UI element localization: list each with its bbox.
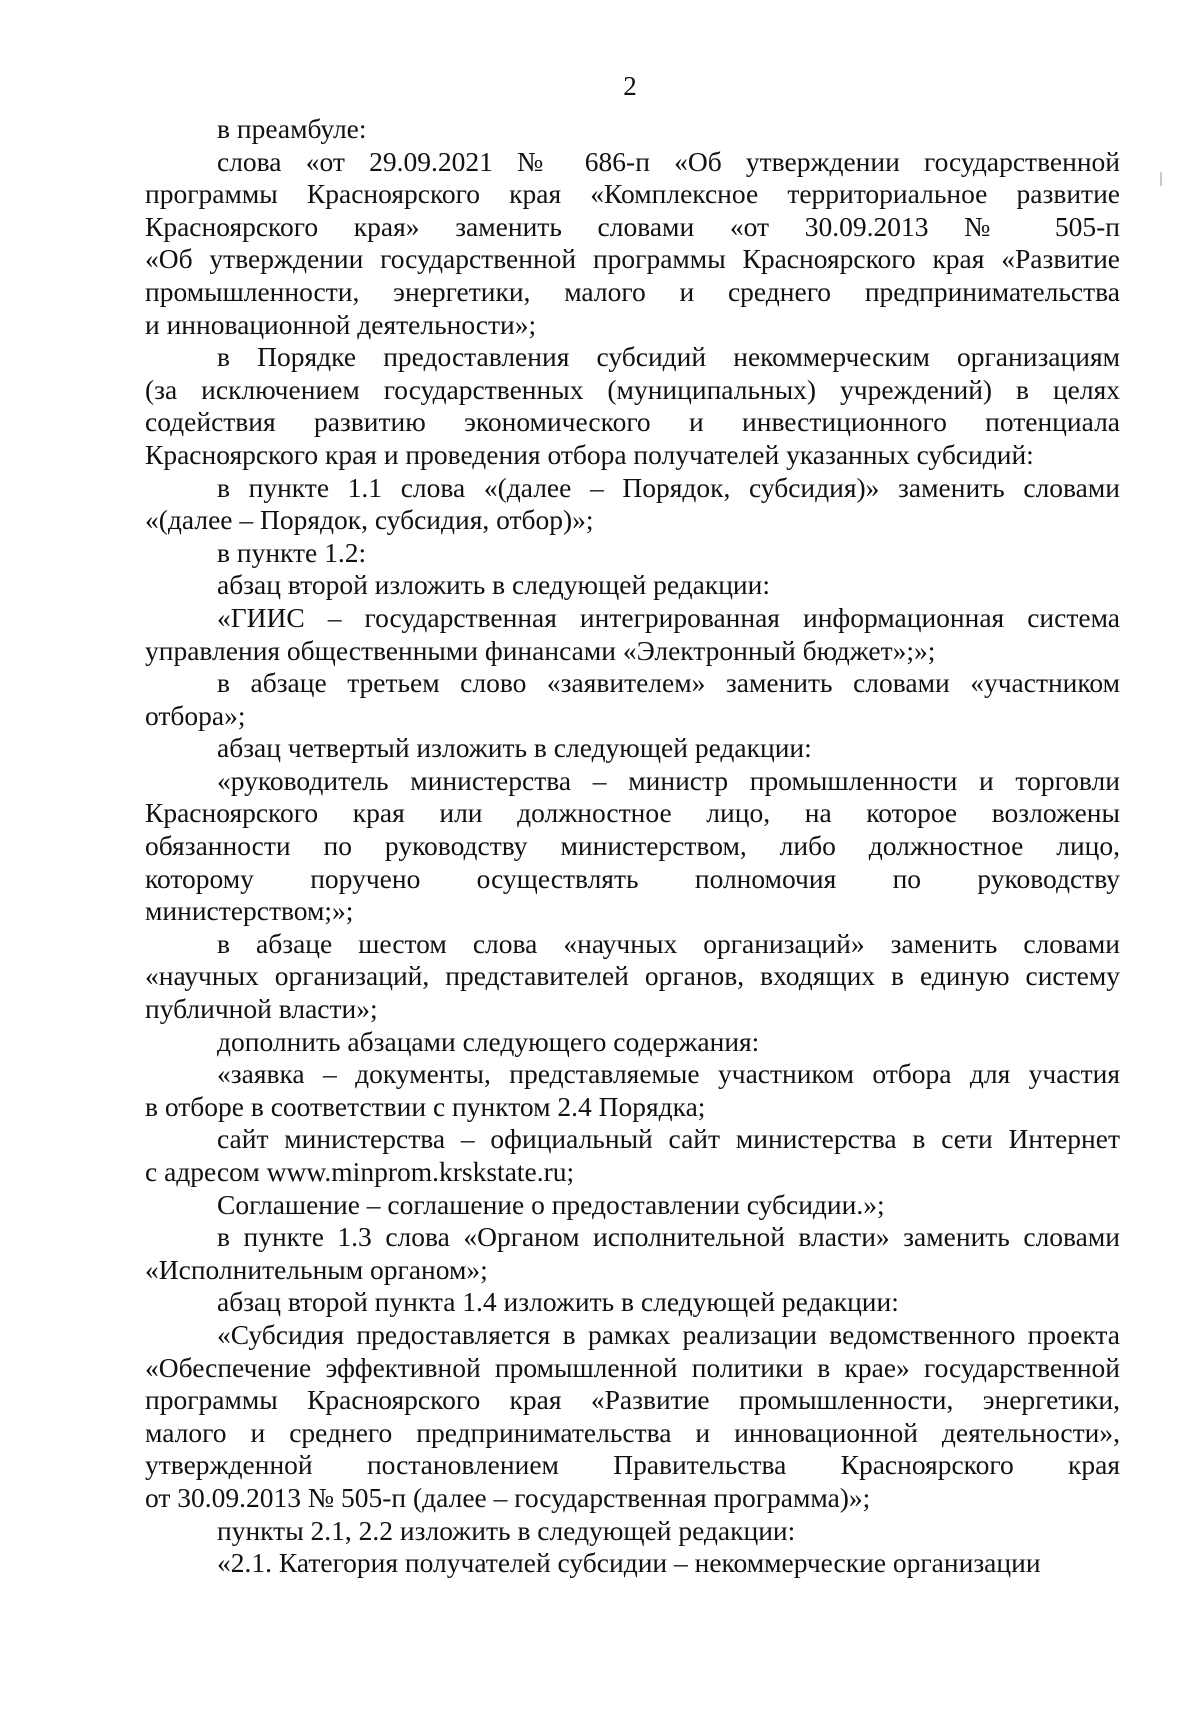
- paragraph-line: министерством;»;: [145, 895, 354, 927]
- paragraph-line: малого и среднего предпринимательства и инновационной деятельности»,: [145, 1416, 1120, 1448]
- scan-artifact-mark: [1160, 172, 1162, 186]
- paragraph: [145, 146, 1120, 342]
- paragraph: [145, 1123, 1120, 1188]
- paragraph-line: «руководитель министерства – министр промышленности и торговли: [217, 764, 1120, 796]
- paragraph-line: и инновационной деятельности»;: [145, 308, 537, 340]
- paragraph: [145, 1221, 1120, 1286]
- paragraph-line: Красноярского края» заменить словами «от 30.09.2013 № 505-п: [145, 210, 1120, 242]
- paragraph: [145, 341, 1120, 471]
- paragraph-line: Красноярского края или должностное лицо, на которое возложены: [145, 797, 1120, 829]
- paragraph-line: в отборе в соответствии с пунктом 2.4 Порядка;: [145, 1090, 706, 1122]
- paragraph-line: «Исполнительным органом»;: [145, 1253, 488, 1285]
- paragraph-line: в пункте 1.2:: [217, 536, 367, 568]
- paragraph-line: в пункте 1.1 слова «(далее – Порядок, субсидия)» заменить словами: [217, 471, 1120, 503]
- paragraph-line: «научных организаций, представителей органов, входящих в единую систему: [145, 960, 1120, 992]
- paragraph: [145, 537, 1120, 570]
- paragraph-line: сайт министерства – официальный сайт министерства в сети Интернет: [217, 1123, 1120, 1155]
- paragraph: [145, 667, 1120, 732]
- page-number: 2: [623, 71, 637, 101]
- paragraph-line: с адресом www.minprom.krskstate.ru;: [145, 1156, 575, 1187]
- paragraph-line: Красноярского края и проведения отбора получателей указанных субсидий:: [145, 438, 1034, 470]
- paragraph: [145, 1189, 1120, 1222]
- paragraph-line: (за исключением государственных (муниципальных) учреждений) в целях: [145, 373, 1120, 405]
- paragraph-line: «Обеспечение эффективной промышленной политики в крае» государственной: [145, 1351, 1120, 1383]
- paragraph: [145, 1058, 1120, 1123]
- paragraph: [145, 928, 1120, 1026]
- paragraph-line: абзац второй пункта 1.4 изложить в следующей редакции:: [217, 1286, 899, 1318]
- paragraph-line: «Субсидия предоставляется в рамках реализации ведомственного проекта: [217, 1318, 1120, 1350]
- paragraph-line: обязанности по руководству министерством, либо должностное лицо,: [145, 830, 1120, 862]
- paragraph-line: программы Красноярского края «Развитие промышленности, энергетики,: [145, 1384, 1120, 1416]
- paragraph: [145, 1319, 1120, 1515]
- paragraph-line: от 30.09.2013 № 505-п (далее – государственная программа)»;: [145, 1481, 871, 1513]
- paragraph-line: отбора»;: [145, 699, 246, 731]
- paragraph-line: содействия развитию экономического и инвестиционного потенциала: [145, 406, 1120, 438]
- paragraph-line: «(далее – Порядок, субсидия, отбор)»;: [145, 504, 594, 536]
- paragraph-line: Соглашение – соглашение о предоставлении субсидии.»;: [217, 1188, 885, 1220]
- paragraph: [145, 765, 1120, 928]
- paragraph-line: пункты 2.1, 2.2 изложить в следующей редакции:: [217, 1514, 796, 1546]
- paragraph-line: программы Красноярского края «Комплексное территориальное развитие: [145, 178, 1120, 210]
- paragraph: [145, 1547, 1120, 1580]
- paragraph-line: в пункте 1.3 слова «Органом исполнительной власти» заменить словами: [217, 1221, 1120, 1253]
- paragraph: [145, 472, 1120, 537]
- paragraph-line: в преамбуле:: [217, 113, 367, 144]
- paragraph: [145, 732, 1120, 765]
- paragraph-line: дополнить абзацами следующего содержания:: [217, 1025, 760, 1057]
- paragraph-line: публичной власти»;: [145, 993, 378, 1025]
- paragraph-line: «заявка – документы, представляемые участником отбора для участия: [217, 1058, 1120, 1090]
- document-body: [145, 113, 1120, 1580]
- paragraph-line: промышленности, энергетики, малого и среднего предпринимательства: [145, 275, 1120, 307]
- paragraph: [145, 569, 1120, 602]
- paragraph-line: слова «от 29.09.2021 № 686-п «Об утверждении государственной: [217, 145, 1120, 177]
- paragraph: [145, 1515, 1120, 1548]
- paragraph-line: в абзаце третьем слово «заявителем» заменить словами «участником: [217, 667, 1120, 699]
- paragraph-line: в абзаце шестом слова «научных организаций» заменить словами: [217, 927, 1120, 959]
- paragraph-line: «2.1. Категория получателей субсидии – некоммерческие организации: [217, 1547, 1041, 1579]
- paragraph: [145, 113, 1120, 146]
- paragraph-line: которому поручено осуществлять полномочия по руководству: [145, 862, 1120, 894]
- paragraph-line: управления общественными финансами «Электронный бюджет»;»;: [145, 634, 936, 666]
- paragraph: [145, 1286, 1120, 1319]
- paragraph: [145, 1026, 1120, 1059]
- paragraph-line: абзац четвертый изложить в следующей редакции:: [217, 732, 812, 764]
- paragraph-line: «Об утверждении государственной программы Красноярского края «Развитие: [145, 243, 1120, 275]
- paragraph-line: утвержденной постановлением Правительства Красноярского края: [145, 1449, 1120, 1481]
- paragraph: [145, 602, 1120, 667]
- paragraph-line: абзац второй изложить в следующей редакции:: [217, 569, 771, 601]
- paragraph-line: «ГИИС – государственная интегрированная информационная система: [217, 601, 1120, 633]
- paragraph-line: в Порядке предоставления субсидий некоммерческим организациям: [217, 341, 1120, 373]
